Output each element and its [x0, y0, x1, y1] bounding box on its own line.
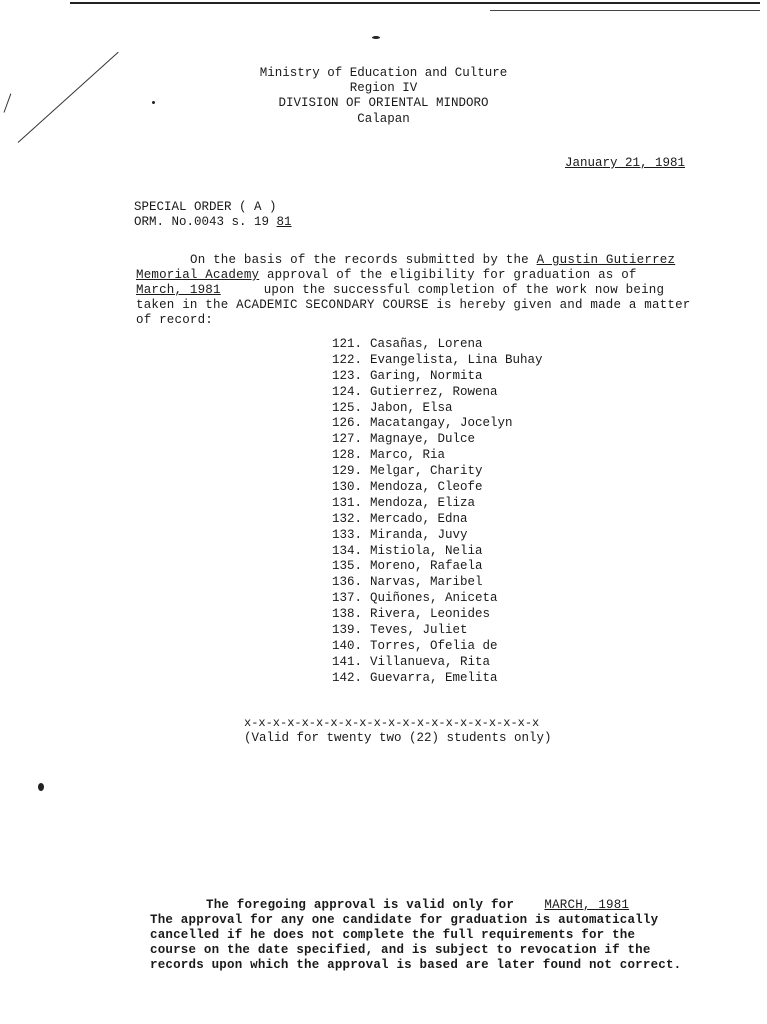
paragraph-line-4: taken in the ACADEMIC SECONDARY COURSE is hereby given and made a matter — [136, 298, 691, 312]
student-list-item — [332, 464, 543, 480]
scan-edge-line — [490, 10, 760, 11]
student-name: Gutierrez, Rowena — [370, 384, 498, 399]
student-number: 135. — [332, 559, 363, 574]
student-number: 125. — [332, 400, 363, 415]
student-list-item — [332, 432, 543, 448]
paragraph-text: On the basis of the records submitted by the — [190, 253, 529, 267]
scan-edge-line — [70, 2, 760, 4]
paragraph-text: approval of the eligibility for graduation as of — [266, 268, 637, 282]
student-name: Mendoza, Eliza — [370, 495, 476, 510]
student-list-item — [332, 353, 543, 369]
student-list-item — [332, 607, 543, 623]
student-list — [332, 337, 543, 687]
student-number: 133. — [332, 527, 363, 542]
student-name: Evangelista, Lina Buhay — [370, 352, 543, 367]
student-number: 129. — [332, 464, 363, 479]
separator-line: x-x-x-x-x-x-x-x-x-x-x-x-x-x-x-x-x-x-x-x-x — [244, 716, 540, 730]
student-list-item — [332, 416, 543, 432]
student-number: 128. — [332, 448, 363, 463]
student-list-item — [332, 496, 543, 512]
student-name: Marco, Ria — [370, 448, 446, 463]
student-name: Mercado, Edna — [370, 511, 468, 526]
student-number: 132. — [332, 511, 363, 526]
special-order-title: SPECIAL ORDER ( A ) — [134, 200, 277, 214]
student-number: 138. — [332, 607, 363, 622]
school-name: Memorial Academy — [136, 268, 260, 282]
order-number-prefix: ORM. No.0043 s. 19 — [134, 215, 270, 229]
student-name: Casañas, Lorena — [370, 337, 483, 351]
scan-speck — [372, 36, 380, 39]
student-name: Garing, Normita — [370, 368, 483, 383]
student-list-item — [332, 337, 543, 353]
student-name: Mistiola, Nelia — [370, 543, 483, 558]
student-list-item — [332, 544, 543, 560]
student-number: 124. — [332, 384, 363, 399]
student-name: Mendoza, Cleofe — [370, 480, 483, 495]
student-name: Jabon, Elsa — [370, 400, 453, 415]
student-list-item — [332, 385, 543, 401]
student-number: 123. — [332, 368, 363, 383]
student-name: Miranda, Juvy — [370, 527, 468, 542]
paragraph-text: upon the successful completion of the work now being — [263, 283, 665, 297]
student-number: 140. — [332, 638, 363, 653]
student-number: 139. — [332, 623, 363, 638]
student-name: Villanueva, Rita — [370, 654, 491, 669]
student-name: Torres, Ofelia de — [370, 638, 498, 653]
paragraph-line-3 — [136, 283, 664, 297]
graduation-date: March, 1981 — [136, 283, 221, 297]
footer-line-4: course on the date specified, and is subject to revocation if the — [150, 943, 651, 957]
student-list-item — [332, 655, 543, 671]
footer-text: The foregoing approval is valid only for — [206, 898, 515, 912]
student-list-item — [332, 448, 543, 464]
student-number: 137. — [332, 591, 363, 606]
student-list-item — [332, 623, 543, 639]
footer-line-3: cancelled if he does not complete the full requirements for the — [150, 928, 636, 942]
paragraph-line-1 — [190, 253, 675, 267]
student-name: Narvas, Maribel — [370, 575, 483, 590]
school-name: A gustin Gutierrez — [536, 253, 676, 267]
student-list-item — [332, 639, 543, 655]
student-list-item — [332, 671, 543, 687]
student-list-item — [332, 528, 543, 544]
student-name: Guevarra, Emelita — [370, 670, 498, 685]
student-number: 136. — [332, 575, 363, 590]
footer-line-5: records upon which the approval is based are later found not correct. — [150, 958, 682, 972]
student-list-item — [332, 401, 543, 417]
footer-line-1 — [206, 898, 652, 912]
student-list-item — [332, 559, 543, 575]
student-number: 127. — [332, 432, 363, 447]
student-number: 142. — [332, 670, 363, 685]
student-number: 126. — [332, 416, 363, 431]
student-name: Teves, Juliet — [370, 623, 468, 638]
student-name: Moreno, Rafaela — [370, 559, 483, 574]
student-name: Rivera, Leonides — [370, 607, 491, 622]
student-number: 122. — [332, 352, 363, 367]
validity-note: (Valid for twenty two (22) students only) — [244, 731, 552, 745]
student-list-item — [332, 480, 543, 496]
student-number: 134. — [332, 543, 363, 558]
valid-month: MARCH, 1981 — [544, 898, 630, 912]
document-date: January 21, 1981 — [565, 156, 686, 170]
order-year: 81 — [276, 215, 292, 229]
student-name: Macatangay, Jocelyn — [370, 416, 513, 431]
scan-speck — [38, 783, 44, 791]
region-name: Region IV — [349, 81, 418, 95]
student-number: 141. — [332, 654, 363, 669]
student-number: 131. — [332, 495, 363, 510]
student-list-item — [332, 591, 543, 607]
city-name: Calapan — [357, 112, 410, 126]
student-number: 130. — [332, 480, 363, 495]
footer-line-2: The approval for any one candidate for graduation is automatically — [150, 913, 659, 927]
division-name: DIVISION OF ORIENTAL MINDORO — [278, 96, 489, 110]
paragraph-line-2 — [136, 268, 637, 282]
order-number — [134, 215, 292, 229]
student-name: Magnaye, Dulce — [370, 432, 476, 447]
student-number: 121. — [332, 337, 363, 351]
student-list-item — [332, 369, 543, 385]
student-name: Melgar, Charity — [370, 464, 483, 479]
student-list-item — [332, 512, 543, 528]
student-list-item — [332, 575, 543, 591]
ministry-name: Ministry of Education and Culture — [259, 66, 508, 80]
paragraph-line-5: of record: — [136, 313, 214, 327]
student-name: Quiñones, Aniceta — [370, 591, 498, 606]
